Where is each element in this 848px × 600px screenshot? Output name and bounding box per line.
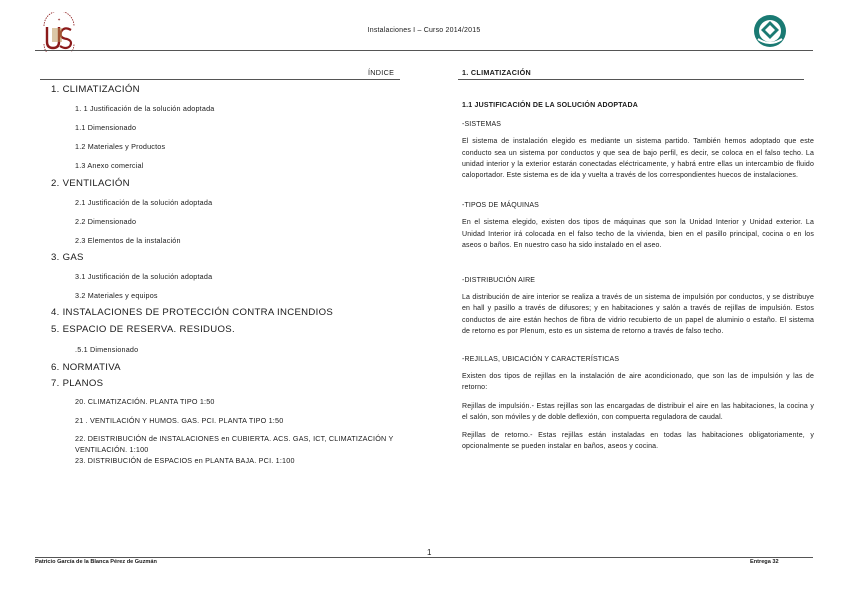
toc-item[interactable]: .5.1 Dimensionado xyxy=(75,345,139,354)
footer-rule xyxy=(35,557,813,558)
section-body xyxy=(462,100,814,452)
toc-item[interactable]: 2.2 Dimensionado xyxy=(75,217,137,226)
toc-section-normativa[interactable]: 6. NORMATIVA xyxy=(51,362,121,373)
toc-item[interactable]: 1.1 Dimensionado xyxy=(75,123,137,132)
toc-item[interactable]: 3.1 Justificación de la solución adoptada xyxy=(75,272,213,281)
subsection-heading: 1.1 JUSTIFICACIÓN DE LA SOLUCIÓN ADOPTADA xyxy=(462,102,638,109)
delivery-label: Entrega 32 xyxy=(750,559,779,565)
toc-section-pci[interactable]: 4. INSTALACIONES DE PROTECCIÓN CONTRA INCENDIOS xyxy=(51,307,334,318)
page-number: 1 xyxy=(427,548,432,557)
toc-item[interactable]: 21 . VENTILACIÓN Y HUMOS. GAS. PCI. PLANTA TIPO 1:50 xyxy=(75,416,284,425)
svg-text:✦: ✦ xyxy=(57,17,61,22)
toc-section-ventilacion[interactable]: 2. VENTILACIÓN xyxy=(51,178,130,189)
section-heading: 1. CLIMATIZACIÓN xyxy=(462,68,531,77)
header-rule xyxy=(35,50,813,51)
paragraph: En el sistema elegido, existen dos tipos de máquinas que son la Unidad Interior y Unidad exterior. La Unidad Interior irá colocada en el falso techo de la vivienda, bien en el pasillo principal, cocina o en los aseos o baños. En nuestro caso ha sido instalado en el aseo. xyxy=(462,219,814,249)
toc-section-planos[interactable]: 7. PLANOS xyxy=(51,378,104,389)
toc-item[interactable]: 20. CLIMATIZACIÓN. PLANTA TIPO 1:50 xyxy=(75,397,215,406)
toc-item[interactable]: 3.2 Materiales y equipos xyxy=(75,291,158,300)
toc-section-climatizacion[interactable]: 1. CLIMATIZACIÓN xyxy=(51,84,140,95)
header-title: Instalaciones I – Curso 2014/2015 xyxy=(367,27,481,34)
toc-section-reserva[interactable]: 5. ESPACIO DE RESERVA. RESIDUOS. xyxy=(51,324,235,335)
toc-section-gas[interactable]: 3. GAS xyxy=(51,252,84,263)
section-underline xyxy=(458,79,804,80)
toc-item[interactable]: 2.1 Justificación de la solución adoptada xyxy=(75,198,213,207)
toc-item[interactable]: 22. DEISTRIBUCIÓN de INSTALACIONES en CUBIERTA. ACS. GAS, ICT, CLIMATIZACIÓN Y VENTILACIÓN. 1:100 xyxy=(75,434,394,454)
block-label: -REJILLAS, UBICACIÓN Y CARACTERÍSTICAS xyxy=(462,356,620,364)
author-name: Patricio García de la Blanca Pérez de Guzmán xyxy=(35,559,157,565)
table-of-contents xyxy=(51,84,411,465)
block-label: -TIPOS DE MÁQUINAS xyxy=(462,202,539,210)
toc-item[interactable]: 23. DISTRIBUCIÓN de ESPACIOS en PLANTA BAJA. PCI. 1:100 xyxy=(75,456,295,465)
index-heading: ÍNDICE xyxy=(368,68,395,77)
paragraph: El sistema de instalación elegido es mediante un sistema partido. También hemos adoptado que este conducto sea un sistema por conductos y que sea de bajo perfil, es decir, se coloca en el falso techo. La unidad interior y la exterior estarán conectadas eléctricamente, y habrá entre ellas un intercambio de fluido caloportador. Este sistema es de ida y vuelta a través de los correspondientes huecos de instalaciones. xyxy=(462,138,814,180)
index-underline xyxy=(40,79,400,80)
block-label: -SISTEMAS xyxy=(462,121,502,129)
toc-item[interactable]: 1. 1 Justificación de la solución adoptada xyxy=(75,104,215,113)
paragraph: La distribución de aire interior se realiza a través de un sistema de impulsión por conductos, y se distribuye en hall y pasillo a través de difusores; y en habitaciones y salón a través de rejillas de impulsión. Estos conductos de aire están hechos de fibra de vidrio recubierto de un papel de aluminio o estaño. El sistema de retorno es por Plenum, esto es un sistema de retorno a través de falso techo. xyxy=(462,294,814,335)
paragraph: Existen dos tipos de rejillas en la instalación de aire acondicionado, que son las de impulsión y las de retorno: xyxy=(462,373,814,392)
school-logo xyxy=(752,13,788,49)
paragraph: Rejillas de retorno.- Estas rejillas están instaladas en todas las habitaciones obligatoriamente, y opcionalmente se pueden instalar en baños, aseos y cocina. xyxy=(462,432,814,451)
block-label: -DISTRIBUCIÓN AIRE xyxy=(462,277,536,285)
paragraph: Rejillas de impulsión.- Estas rejillas son las encargadas de distribuir el aire en las habitaciones, la cocina y el salón, son móviles y de doble deflexión, con compuerta reguladora de caudal. xyxy=(462,402,814,421)
toc-item[interactable]: 1.2 Materiales y Productos xyxy=(75,142,166,151)
toc-item[interactable]: 2.3 Elementos de la instalación xyxy=(75,236,181,245)
toc-item[interactable]: 1.3 Anexo comercial xyxy=(75,161,144,170)
